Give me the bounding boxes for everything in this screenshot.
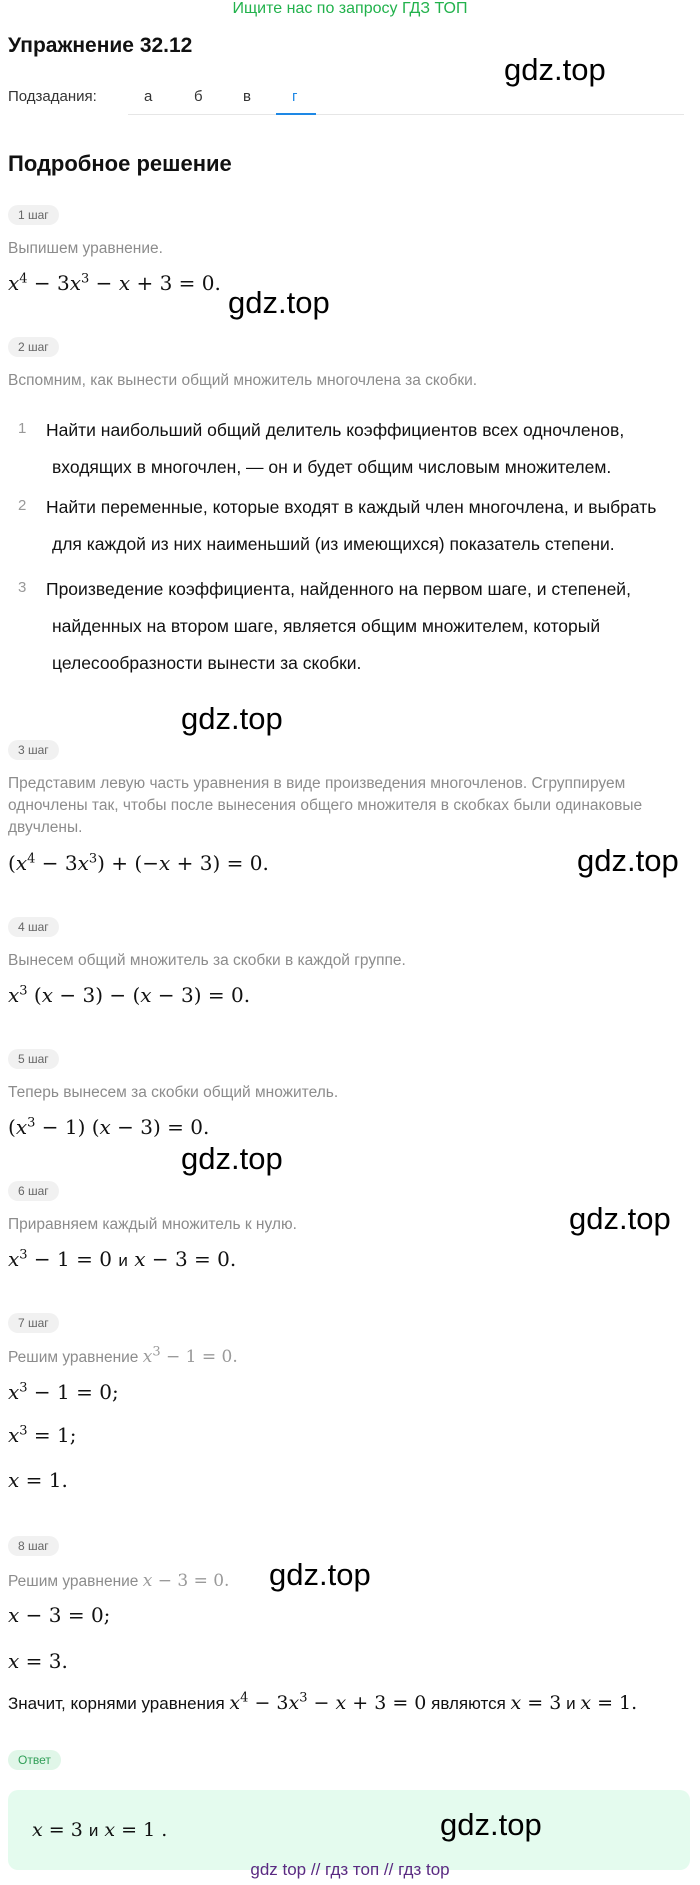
list-text: целесообразности вынести за скобки. xyxy=(52,653,362,673)
tab-g[interactable]: г xyxy=(292,88,298,105)
step-description: Решим уравнение x − 3 = 0. xyxy=(8,1571,230,1591)
tab-b[interactable]: б xyxy=(194,88,203,105)
equation: $x^3 = 1$; xyxy=(8,1423,77,1447)
step-description: Приравняем каждый множитель к нулю. xyxy=(8,1216,297,1233)
step-description: Вынесем общий множитель за скобки в каждой группе. xyxy=(8,952,406,969)
selected-tab-underline xyxy=(276,113,316,115)
list-text: Найти наибольший общий делитель коэффициентов всех одночленов, xyxy=(46,420,625,440)
conclusion-mid: являются xyxy=(431,1694,506,1713)
step-description: Представим левую часть уравнения в виде произведения многочленов. Сгруппируем одночлены так, чтобы после вынесения общего множителя в скобках были одинаковые двучлены. xyxy=(8,775,643,836)
footer-link-gdz-top-ru[interactable]: гдз топ xyxy=(325,1860,380,1879)
equation: $x^4 - 3x^3 - x + 3 = 0$. xyxy=(8,271,221,295)
list-text: Найти переменные, которые входят в каждый член многочлена, и выбрать xyxy=(46,497,657,517)
top-banner: Ищите нас по запросу ГДЗ ТОП xyxy=(232,0,468,17)
step-badge: 8 шаг xyxy=(8,1536,59,1556)
step-text: Решим уравнение xyxy=(8,1349,139,1366)
equation: x = 3. xyxy=(8,1649,68,1673)
equation: x = 1. xyxy=(8,1468,68,1492)
step-badge: 3 шаг xyxy=(8,740,59,760)
step-badge: 5 шаг xyxy=(8,1049,59,1069)
answer-equation: x = 3 и x = 1 . xyxy=(32,1819,168,1841)
equation: $(x^3 - 1) (x - 3) = 0$. xyxy=(8,1115,210,1139)
footer-link-gdz-top-mixed[interactable]: гдз top xyxy=(398,1860,450,1879)
watermark: gdz.top xyxy=(181,1141,283,1176)
list-number: 3 xyxy=(18,579,27,596)
watermark: gdz.top xyxy=(269,1557,371,1592)
conclusion-prefix: Значит, корнями уравнения xyxy=(8,1694,225,1713)
watermark: gdz.top xyxy=(569,1201,671,1236)
watermark: gdz.top xyxy=(228,285,330,320)
watermark: gdz.top xyxy=(440,1807,542,1842)
tab-v[interactable]: в xyxy=(243,88,251,105)
step-badge: 7 шаг xyxy=(8,1313,59,1333)
tab-a[interactable]: а xyxy=(144,88,153,105)
footer-link-gdz-top[interactable]: gdz top xyxy=(250,1860,307,1879)
tabs-divider xyxy=(128,114,684,115)
watermark: gdz.top xyxy=(504,52,606,87)
list-text: входящих в многочлен, — он и будет общим числовым множителем. xyxy=(52,457,612,477)
answer-and: и xyxy=(88,1821,99,1840)
step-badge: 1 шаг xyxy=(8,205,59,225)
step-description: Выпишем уравнение. xyxy=(8,240,163,257)
step-badge: 6 шаг xyxy=(8,1181,59,1201)
watermark: gdz.top xyxy=(577,843,679,878)
list-number: 1 xyxy=(18,420,27,437)
answer-badge: Ответ xyxy=(8,1750,61,1770)
step-description: Решим уравнение $x^3 - 1 = 0$. xyxy=(8,1344,238,1367)
list-item xyxy=(18,571,688,682)
list-text: найденных на втором шаге, является общим множителем, который xyxy=(52,616,601,636)
conclusion-and: и xyxy=(566,1694,576,1713)
conclusion: Значит, корнями уравнения $x^4 - 3x^3 - x + 3 = 0$ являются x = 3 и x = 1. xyxy=(8,1690,638,1714)
step-description: Вспомним, как вынести общий множитель многочлена за скобки. xyxy=(8,372,478,389)
footer xyxy=(0,1860,700,1880)
watermark: gdz.top xyxy=(181,701,283,736)
list-text: для каждой из них наименьший (из имеющихся) показатель степени. xyxy=(52,534,615,554)
list-item xyxy=(18,489,688,563)
equation: $x^3 - 1 = 0$ и x − 3 = 0. xyxy=(8,1247,237,1271)
footer-separator: // xyxy=(383,1860,394,1879)
step-badge: 2 шаг xyxy=(8,337,59,357)
equation: $x^3$ (x − 3) − (x − 3) = 0. xyxy=(8,983,251,1007)
step-badge: 4 шаг xyxy=(8,917,59,937)
step-description: Теперь вынесем за скобки общий множитель. xyxy=(8,1084,339,1101)
footer-separator: // xyxy=(310,1860,321,1879)
list-text: Произведение коэффициента, найденного на первом шаге, и степеней, xyxy=(46,579,631,599)
list-item xyxy=(18,412,688,486)
page-title: Упражнение 32.12 xyxy=(8,34,193,57)
list-number: 2 xyxy=(18,497,27,514)
subtasks-label: Подзадания: xyxy=(8,88,97,105)
conjunction: и xyxy=(118,1251,128,1270)
equation: $x^3 - 1 = 0$; xyxy=(8,1380,119,1404)
equation: $(x^4 - 3x^3) + (-x + 3) = 0$. xyxy=(8,851,269,875)
section-title: Подробное решение xyxy=(8,151,232,176)
equation: x − 3 = 0; xyxy=(8,1603,111,1627)
step-text: Решим уравнение xyxy=(8,1573,139,1590)
